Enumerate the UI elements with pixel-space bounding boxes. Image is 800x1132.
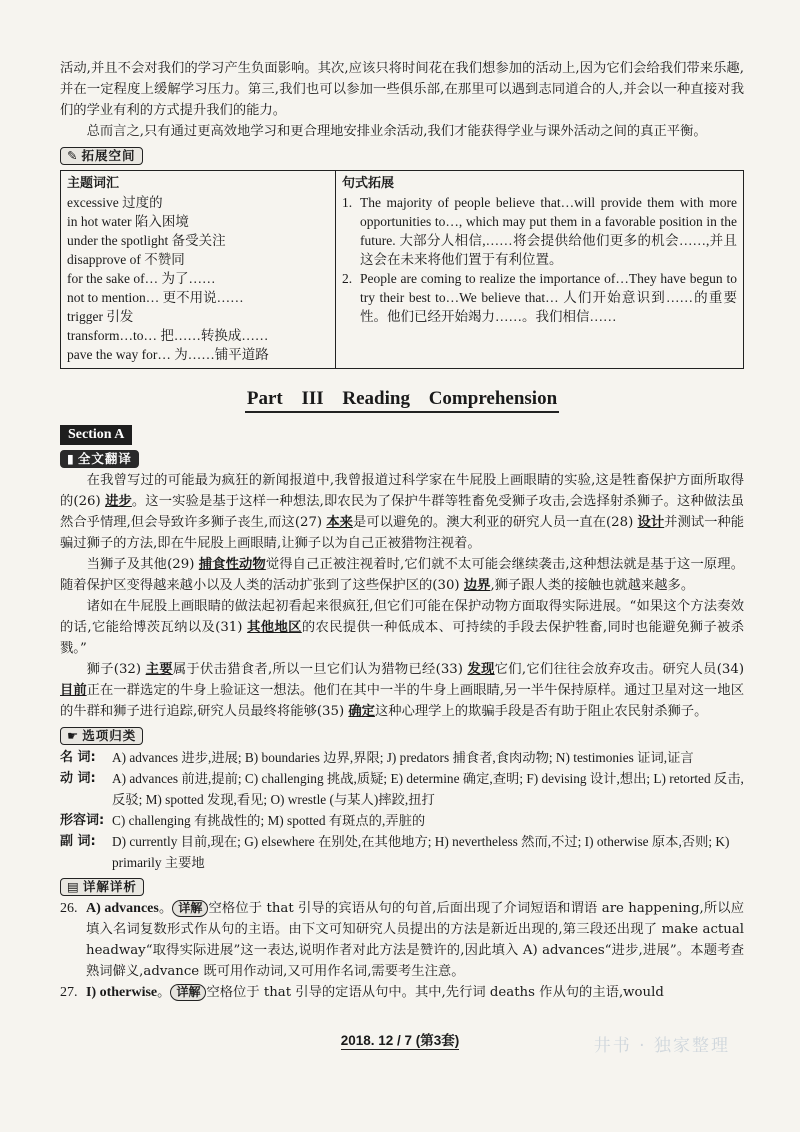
translation-text: 觉得自己正被注视着时,它们就不太可能会继续袭击,这种想法就是基于这一原理。随着保护区变得越来越小以及人类的活动扩张到了这些保护区的(30): [60, 557, 745, 593]
analysis-body: [86, 982, 744, 1003]
hand-icon: ☛: [67, 728, 80, 743]
analysis-item: [60, 898, 744, 982]
answer-word: 主要: [145, 662, 173, 677]
notebook-icon: ▤: [67, 879, 80, 894]
detail-badge: 详解: [170, 984, 206, 1001]
footer-text: 2018. 12 / 7 (第3套): [340, 1033, 460, 1048]
answer-word: 目前: [60, 683, 87, 698]
options-category-list: [60, 747, 744, 873]
vocab-item: in hot water 陷入困境: [67, 214, 189, 229]
category-label: 形容词:: [60, 813, 105, 828]
analysis-section: [60, 877, 744, 1003]
answer-word: 边界: [463, 578, 491, 593]
option-category: [60, 747, 744, 768]
category-label: 副 词:: [60, 834, 96, 849]
option-category: [60, 810, 744, 831]
intro-paragraph-2: 总而言之,只有通过更高效地学习和更合理地安排业余活动,我们才能获得学业与课外活动之间的真正平衡。: [86, 124, 707, 139]
answer-word: 发现: [467, 662, 495, 677]
options-tag-label: 选项归类: [82, 728, 137, 743]
section-a-header: [60, 421, 744, 445]
page-content: [60, 58, 744, 1003]
vocab-item: under the spotlight 备受关注: [67, 233, 226, 248]
sentence-text: The majority of people believe that…will provide them with more opportunities to…, which may put them in a favorable position in the future. 大部分人相信,……将会提供给他们更多的机会……,并且这会在未来将他们置于有利位置。: [360, 195, 737, 267]
analysis-tag: [60, 878, 144, 896]
answer-word: 本来: [326, 515, 353, 530]
answer-choice: I) otherwise: [86, 985, 158, 1000]
watermark: 井书 · 独家整理: [593, 1036, 730, 1056]
translation-text: 狮子(32): [86, 662, 146, 677]
answer-separator: 。: [158, 901, 173, 916]
translation-paragraph-1: [60, 470, 744, 554]
expansion-section: [60, 146, 744, 369]
question-number: 27.: [60, 985, 78, 1000]
translation-text: ,狮子跟人类的接触也就越来越多。: [490, 578, 695, 593]
vocab-column: [61, 171, 336, 368]
vocab-item: disapprove of 不赞同: [67, 252, 185, 267]
vocab-item: not to mention… 更不用说……: [67, 290, 244, 305]
sentence-item: [342, 269, 737, 326]
analysis-text: 空格位于 that 引导的宾语从句的句首,后面出现了介词短语和谓语 are happening,所以应填入名词复数形式作从句的主语。由下文可知研究人员提出的方法是新近出现的,第三段还出现了 make actual headway“取得实际进展”这一表达,说明作者对此方法是赞许的,因此填入 A) advances“进步,进展”。本题考查熟词僻义,advance 既可用作动词,又可用作名词,需要考生注意。: [86, 901, 744, 979]
translation-text: 这种心理学上的欺骗手段是否有助于阻止农民射杀狮子。: [374, 704, 708, 719]
translation-text: 的农民提供一种低成本、可持续的手段去保护牲畜,同时也能避免狮子被杀戮。”: [60, 620, 745, 656]
analysis-list: [60, 898, 744, 1003]
category-label: 动 词:: [60, 771, 96, 786]
analysis-tag-label: 详解详析: [82, 879, 137, 894]
translation-text: 当狮子及其他(29): [86, 557, 199, 572]
answer-word: 确定: [348, 704, 375, 719]
sentence-list: [342, 193, 737, 326]
translation-text: 并测试一种能骗过狮子的方法,即在牛屁股上画眼睛,让狮子以为自己正被猎物注视着。: [60, 515, 745, 551]
section-a-label: Section A: [60, 425, 132, 445]
vocab-list: [67, 193, 329, 364]
translation-tag: [60, 450, 139, 468]
translation-paragraph-2: [60, 554, 744, 596]
category-text: A) advances 前进,提前; C) challenging 挑战,质疑; E) determine 确定,查明; F) devising 设计,想出; L) retorted 反击,反驳; M) spotted 发现,看见; O) wrestle (与某人)摔跤,扭打: [112, 771, 744, 807]
answer-choice: A) advances: [86, 901, 159, 916]
translation-tag-label: 全文翻译: [77, 451, 132, 466]
option-category: [60, 768, 744, 810]
part-title: [60, 387, 744, 411]
translation-section: [60, 449, 744, 722]
translation-text: 正在一群选定的牛身上验证这一想法。他们在其中一半的牛身上画眼睛,另一半牛保持原样。通过卫星对这一地区的牛群和狮子进行追踪,研究人员最终将能够(35): [60, 683, 745, 719]
sentence-item: [342, 193, 737, 269]
answer-separator: 。: [157, 985, 171, 1000]
sentence-column: [336, 171, 743, 368]
intro-paragraph-1: 活动,并且不会对我们的学习产生负面影响。其次,应该只将时间花在我们想参加的活动上,因为它们会给我们带来乐趣,并在一定程度上缓解学习压力。第三,我们也可以参加一些俱乐部,在那里可以遇到志同道合的人,并会以一种直接对我们的学业有利的方式提升我们的能力。: [60, 61, 744, 118]
question-number: 26.: [60, 901, 78, 916]
sentence-title: 句式拓展: [342, 176, 395, 191]
options-tag: [60, 727, 143, 745]
translation-text: 诸如在牛屁股上画眼睛的做法起初看起来很疯狂,但它们可能在保护动物方面取得实际进展。“如果这个方法奏效的话,它能给博茨瓦纳以及(31): [60, 599, 744, 635]
analysis-item: [60, 982, 744, 1003]
answer-word: 其他地区: [247, 620, 302, 635]
category-text: D) currently 目前,现在; G) elsewhere 在别处,在其他地方; H) nevertheless 然而,不过; I) otherwise 原本,否则; K) primarily 主要地: [112, 834, 730, 870]
part-title-text: Part III Reading Comprehension: [245, 388, 559, 413]
vocab-title: 主题词汇: [67, 176, 120, 191]
vocab-item: transform…to… 把……转换成……: [67, 328, 269, 343]
translation-text: 它们,它们往往会放弃攻击。研究人员(34): [494, 662, 745, 677]
translation-paragraph-3: [60, 596, 744, 659]
translation-text: 在我曾写过的可能最为疯狂的新闻报道中,我曾报道过科学家在牛屁股上画眼睛的实验,这是牲畜保护方面所取得的(26): [60, 473, 744, 509]
category-label: 名 词:: [60, 750, 96, 765]
analysis-body: [86, 898, 744, 982]
expansion-tag: [60, 147, 143, 165]
book-icon: ▮: [67, 451, 75, 466]
answer-word: 进步: [105, 494, 132, 509]
option-category: [60, 831, 744, 873]
translation-paragraph-4: [60, 659, 744, 722]
pencil-icon: ✎: [67, 148, 79, 163]
vocab-item: pave the way for… 为……铺平道路: [67, 347, 269, 362]
expansion-tag-label: 拓展空间: [81, 148, 136, 163]
translation-text: 是可以避免的。澳大利亚的研究人员一直在(28): [353, 515, 638, 530]
answer-word: 捕食性动物: [198, 557, 266, 572]
category-text: A) advances 进步,进展; B) boundaries 边界,界限; J) predators 捕食者,食肉动物; N) testimonies 证词,证言: [112, 750, 694, 765]
vocab-item: trigger 引发: [67, 309, 134, 324]
expansion-box: [60, 170, 744, 369]
detail-badge: 详解: [172, 900, 208, 917]
translation-text: 。这一实验是基于这样一种想法,即农民为了保护牛群等牲畜免受狮子攻击,会选择射杀狮子。这种做法虽然合乎情理,但会导致许多狮子丧生,而这(27): [60, 494, 745, 530]
sentence-number: 2.: [342, 271, 353, 286]
options-section: [60, 726, 744, 873]
translation-text: 属于伏击猎食者,所以一旦它们认为猎物已经(33): [172, 662, 468, 677]
sentence-number: 1.: [342, 195, 353, 210]
category-text: C) challenging 有挑战性的; M) spotted 有斑点的,弄脏的: [112, 813, 426, 828]
analysis-text: 空格位于 that 引导的定语从句中。其中,先行词 deaths 作从句的主语,would: [206, 985, 664, 1000]
vocab-item: for the sake of… 为了……: [67, 271, 216, 286]
vocab-item: excessive 过度的: [67, 195, 163, 210]
answer-word: 设计: [637, 515, 665, 530]
sentence-text: People are coming to realize the importance of…They have begun to try their best to…We believe that… 人们开始意识到……的重要性。他们已经开始竭力……。我们相信……: [360, 271, 737, 324]
